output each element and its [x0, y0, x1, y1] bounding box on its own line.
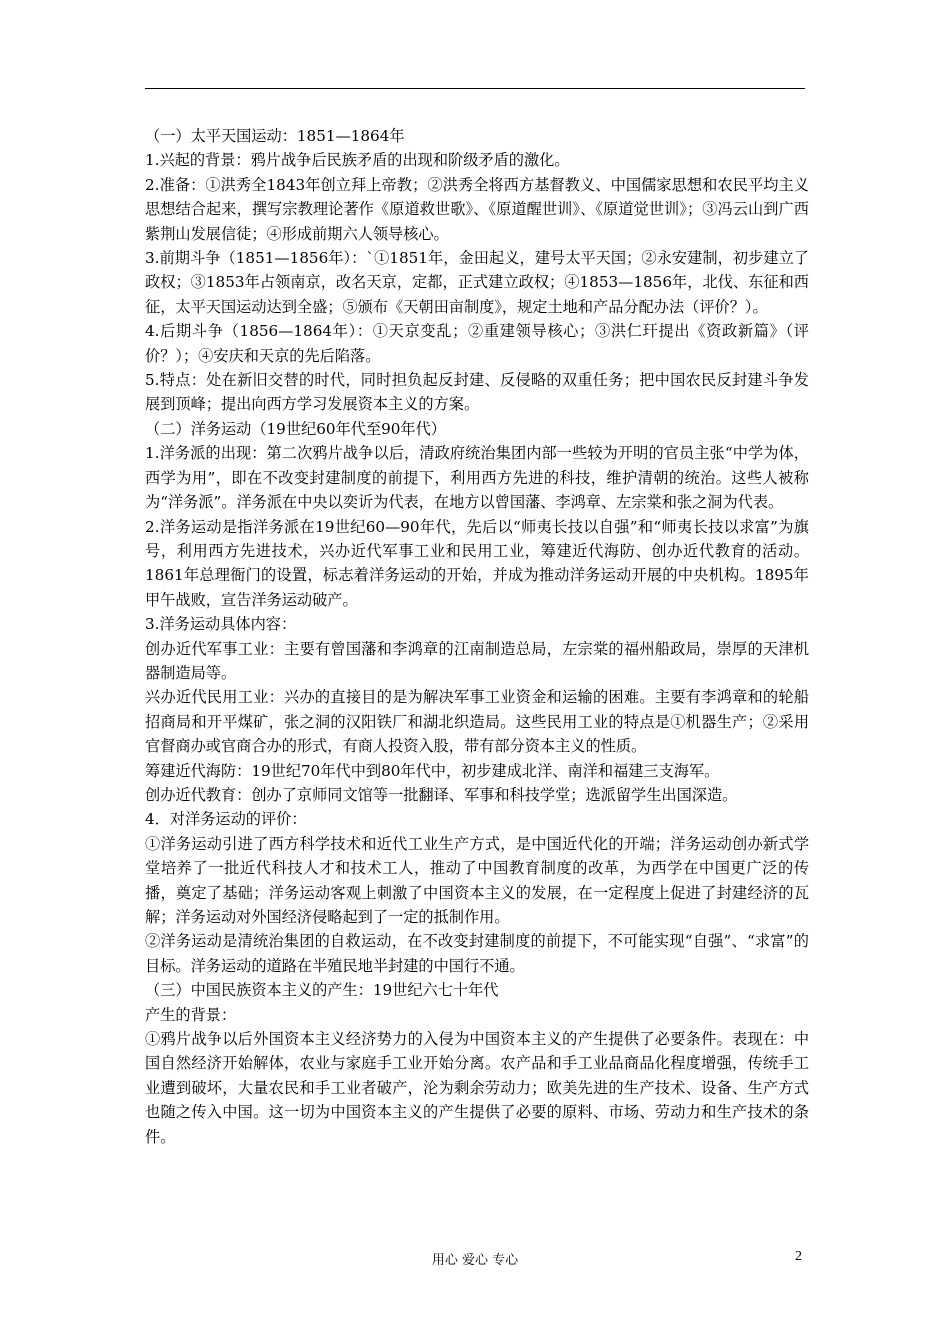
paragraph: 2.洋务运动是指洋务派在19世纪60—90年代，先后以“师夷长技以自强”和“师夷长技以求富”为旗号，利用西方先进技术，兴办近代军事工业和民用工业，筹建近代海防、创办近代教育的活动。1861年总理衙门的设置，标志着洋务运动的开始，并成为推动洋务运动开展的中央机构。1895年甲午战败，宣告洋务运动破产。: [145, 517, 809, 609]
paragraph: 创办近代教育：创办了京师同文馆等一批翻译、军事和科技学堂；选派留学生出国深造。: [145, 785, 738, 804]
paragraph: 创办近代军事工业：主要有曾国藩和李鸿章的江南制造总局，左宗棠的福州船政局，崇厚的天津机器制造局等。: [145, 639, 809, 682]
paragraph: 产生的背景：: [145, 1005, 237, 1024]
paragraph: 4.后期斗争（1856—1864年）：①天京变乱；②重建领导核心；③洪仁玕提出《资政新篇》（评价？）；④安庆和天京的先后陷落。: [145, 322, 809, 365]
paragraph: 5.特点：处在新旧交替的时代，同时担负起反封建、反侵略的双重任务；把中国农民反封建斗争发展到顶峰；提出向西方学习发展资本主义的方案。: [145, 371, 809, 414]
paragraph: 4．对洋务运动的评价：: [145, 810, 307, 829]
paragraph: 2.准备：①洪秀全1843年创立拜上帝教；②洪秀全将西方基督教义、中国儒家思想和农民平均主义思想结合起来，撰写宗教理论著作《原道救世歌》、《原道醒世训》、《原道觉世训》；③冯云山到广西紫荆山发展信徒；④形成前期六人领导核心。: [145, 175, 809, 243]
paragraph: 1.兴起的背景：鸦片战争后民族矛盾的出现和阶级矛盾的激化。: [145, 151, 570, 170]
section-heading-taiping: （一）太平天国运动：1851—1864年: [145, 127, 405, 145]
section-heading-capitalism: （三）中国民族资本主义的产生：19世纪六七十年代: [145, 981, 499, 1000]
paragraph: 3.洋务运动具体内容：: [145, 615, 297, 634]
paragraph: 筹建近代海防：19世纪70年代中到80年代中，初步建成北洋、南洋和福建三支海军。: [145, 761, 720, 780]
paragraph: 兴办近代民用工业：兴办的直接目的是为解决军事工业资金和运输的困难。主要有李鸿章和的轮船招商局和开平煤矿，张之洞的汉阳铁厂和湖北织造局。这些民用工业的特点是①机器生产；②采用官督商办或官商合办的形式，有商人投资入股，带有部分资本主义的性质。: [145, 688, 809, 756]
paragraph: 1.洋务派的出现：第二次鸦片战争以后，清政府统治集团内部一些较为开明的官员主张“中学为体，西学为用”，即在不改变封建制度的前提下，利用西方先进的科技，维护清朝的统治。这些人被称为“洋务派”。洋务派在中央以奕䜣为代表，在地方以曾国藩、李鸿章、左宗棠和张之洞为代表。: [145, 444, 809, 512]
paragraph: ①洋务运动引进了西方科学技术和近代工业生产方式，是中国近代化的开端；洋务运动创办新式学堂培养了一批近代科技人才和技术工人，推动了中国教育制度的改革，为西学在中国更广泛的传播，奠定了基础；洋务运动客观上刺激了中国资本主义的发展，在一定程度上促进了封建经济的瓦解；洋务运动对外国经济侵略起到了一定的抵制作用。: [145, 834, 809, 926]
paragraph: ②洋务运动是清统治集团的自救运动，在不改变封建制度的前提下，不可能实现“自强”、“求富”的目标。洋务运动的道路在半殖民地半封建的中国行不通。: [145, 932, 809, 975]
section-heading-yangwu: （二）洋务运动（19世纪60年代至90年代）: [145, 419, 446, 438]
paragraph: 3.前期斗争（1851—1856年）：`①1851年，金田起义，建号太平天国；②永安建制，初步建立了政权；③1853年占领南京，改名天京，定都，正式建立政权；④1853—1856年，北伐、东征和西征，太平天国运动达到全盛；⑤颁布《天朝田亩制度》，规定土地和产品分配办法（评价？）。: [145, 249, 809, 316]
header-rule: [145, 88, 805, 89]
page-number: 2: [795, 1249, 802, 1264]
footer-slogan: 用心 爱心 专心: [431, 1253, 519, 1268]
paragraph: ①鸦片战争以后外国资本主义经济势力的入侵为中国资本主义的产生提供了必要条件。表现在：中国自然经济开始解体，农业与家庭手工业开始分离。农产品和手工业品商品化程度增强，传统手工业遭到破坏，大量农民和手工业者破产，沦为剩余劳动力；欧美先进的生产技术、设备、生产方式也随之传入中国。这一切为中国资本主义的产生提供了必要的原料、市场、劳动力和生产技术的条件。: [145, 1030, 809, 1146]
document-body: [145, 124, 809, 1149]
